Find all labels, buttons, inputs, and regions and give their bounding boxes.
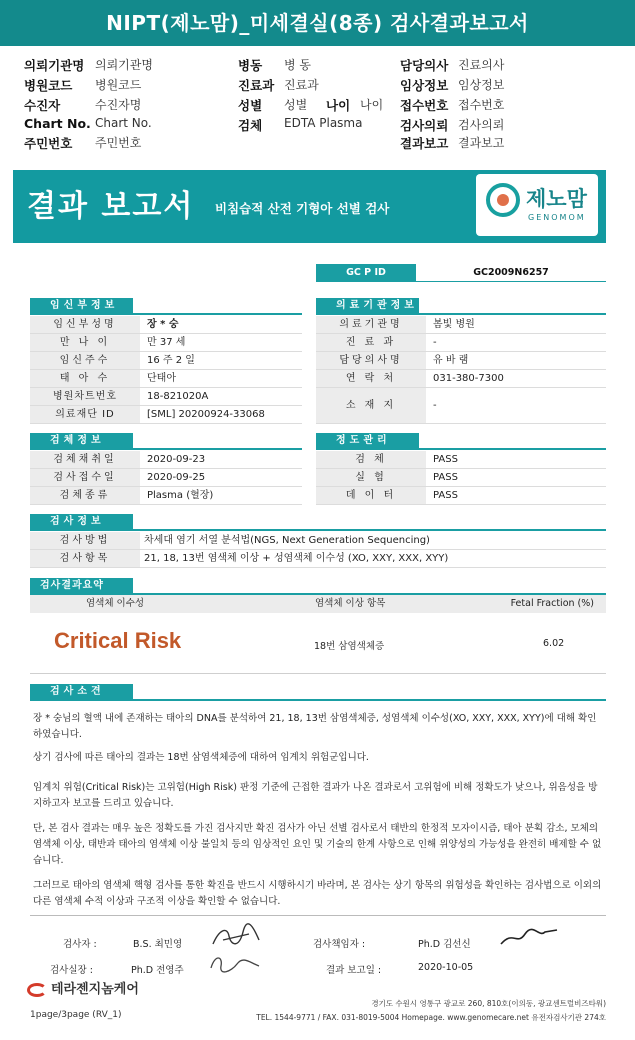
row-value: 단태아 (147, 373, 176, 384)
summary-col-label: 염색체 이상 항목 (315, 598, 386, 609)
fetal-fraction-value: 6.02 (543, 638, 565, 649)
opinion-paragraph: 그러므로 태아의 염색체 핵형 검사를 통한 확진을 반드시 시행하시기 바라며, 본 검사는 상기 항목의 위험성을 확인하는 검사법으로 이외의 다른 염색체 수적 이상과 구조적 이상을 확인할 수 없습니다. (33, 880, 602, 907)
row-label: 소 재 지 (316, 388, 426, 423)
table-row (30, 316, 302, 334)
row-label: 연 락 처 (316, 370, 426, 387)
section-divider (316, 448, 606, 450)
header-label: 접수번호 (400, 98, 449, 113)
table-row (30, 469, 302, 487)
table-row (30, 334, 302, 352)
table-row (30, 388, 302, 406)
row-label: 병원차트번호 (30, 388, 140, 405)
logo-name: 제노맘 (526, 187, 587, 211)
section-test-title: 검사정보 (30, 514, 133, 530)
abnormality-item: 18번 삼염색체증 (314, 641, 385, 652)
director-signature-icon (207, 950, 263, 976)
tester-signature-icon (209, 922, 265, 952)
header-label: 수진자 (24, 98, 61, 113)
header-label: 병동 (238, 58, 263, 73)
header-info (0, 50, 635, 150)
row-value: 16 주 2 일 (147, 355, 195, 366)
row-label: 검사접수일 (30, 469, 140, 486)
section-divider (30, 673, 606, 674)
header-value: 임상정보 (458, 78, 505, 92)
header-label: 검사의뢰 (400, 118, 449, 133)
table-row (30, 451, 302, 469)
summary-header-row (30, 595, 606, 613)
row-label: 태 아 수 (30, 370, 140, 387)
header-value: Chart No. (95, 116, 152, 130)
logo-mark-icon (486, 183, 520, 217)
report-date: 2020-10-05 (418, 962, 474, 973)
genomom-logo (476, 174, 598, 236)
row-label: 검 체 (316, 451, 426, 468)
gc-pid-value: GC2009N6257 (416, 264, 606, 282)
header-value: EDTA Plasma (284, 116, 363, 130)
row-label: 검체종류 (30, 487, 140, 504)
row-value: 18-821020A (147, 391, 209, 402)
report-date-label: 결과 보고일 : (326, 965, 382, 976)
header-value: 진료의사 (458, 58, 505, 72)
report-document (13, 170, 606, 1030)
section-divider (30, 699, 606, 701)
row-label: 임신부성명 (30, 316, 140, 333)
header-label: 담당의사 (400, 58, 449, 73)
row-value: - (433, 337, 437, 348)
section-divider (30, 448, 302, 450)
row-value: [SML] 20200924-33068 (147, 409, 265, 420)
header-value: 검사의뢰 (458, 118, 505, 132)
risk-result: Critical Risk (54, 628, 182, 653)
row-label: 만 나 이 (30, 334, 140, 351)
section-divider (30, 915, 606, 916)
table-row (30, 370, 302, 388)
opinion-paragraph: 장 * 숭님의 혈액 내에 존재하는 태아의 DNA를 분석하여 21, 18, 13번 삼염색체증, 성염색체 이수성(XO, XXY, XXX, XYY)에 대해 확인하였습니다. (33, 713, 597, 740)
header-value: 성별 (284, 98, 308, 112)
header-label: 결과보고 (400, 136, 449, 151)
header-value: 결과보고 (458, 136, 505, 150)
header-label: 나이 (326, 98, 351, 113)
row-value: 유 바 램 (433, 355, 469, 366)
row-label: 검체채취일 (30, 451, 140, 468)
section-divider (316, 313, 606, 315)
header-label: 성별 (238, 98, 263, 113)
banner-title: 결과 보고서 (27, 189, 195, 224)
table-row (30, 532, 606, 550)
company-name: 테라젠지놈케어 (51, 982, 139, 997)
row-value: 만 37 세 (147, 337, 186, 348)
section-specimen-title: 검체정보 (30, 433, 133, 449)
table-row (30, 406, 302, 424)
table-row (316, 487, 606, 505)
row-value: 2020-09-25 (147, 472, 206, 483)
header-label: 의뢰기관명 (24, 58, 85, 73)
tester-label: 검사자 : (63, 939, 97, 950)
company-logo-icon (27, 983, 47, 997)
header-value: 수진자명 (95, 98, 142, 112)
chief-name: Ph.D 김선신 (418, 939, 471, 950)
header-value: 병 동 (284, 58, 311, 72)
report-banner (13, 170, 606, 243)
logo-sub: GENOMOM (528, 213, 586, 222)
table-row (316, 388, 606, 424)
section-summary-title: 검사결과요약 (30, 578, 133, 594)
company-logo (27, 978, 139, 997)
summary-col-label: Fetal Fraction (%) (510, 598, 594, 609)
header-label: 주민번호 (24, 136, 73, 151)
row-label: 데 이 터 (316, 487, 426, 504)
table-row (30, 487, 302, 505)
header-label: Chart No. (24, 116, 91, 131)
opinion-paragraph: 단, 본 검사 결과는 매우 높은 정확도를 가진 검사지만 확진 검사가 아닌 선별 검사로서 태반의 한정적 모자이시즘, 태아 분획 감소, 모체의 염색체 이상, 태반과 태아의 염색체 이상 불일치 등의 임상적인 요인 및 기술의 한계 사항으로 인해 위양성의 가능성을 완전히 배제할 수 없습니다. (33, 823, 602, 866)
row-label: 실 험 (316, 469, 426, 486)
director-name: Ph.D 전영주 (131, 965, 184, 976)
header-label: 병원코드 (24, 78, 73, 93)
row-label: 검사방법 (30, 532, 140, 549)
table-row (316, 334, 606, 352)
header-value: 주민번호 (95, 136, 142, 150)
section-qc-title: 정도관리 (316, 433, 419, 449)
row-value: 봄빛 병원 (433, 319, 475, 330)
row-value: PASS (433, 454, 458, 465)
row-value: 21, 18, 13번 염색체 이상 + 성염색체 이수성 (XO, XXY, XXX, XYY) (144, 553, 449, 564)
row-value: Plasma (혈장) (147, 490, 214, 501)
row-label: 임신주수 (30, 352, 140, 369)
table-row (30, 352, 302, 370)
row-value: 2020-09-23 (147, 454, 206, 465)
company-contact: TEL. 1544-9771 / FAX. 031-8019-5004 Homepage. www.genomecare.net 유전자검사기관 274호 (256, 1013, 606, 1022)
section-divider (30, 529, 606, 531)
opinion-paragraph: 상기 검사에 따른 태아의 결과는 18번 삼염색체증에 대하여 임계치 위험군입니다. (33, 752, 369, 763)
row-label: 의료재단 ID (30, 406, 140, 423)
chief-signature-icon (499, 924, 559, 950)
table-row (316, 469, 606, 487)
director-label: 검사실장 : (50, 965, 93, 976)
row-value: 차세대 염기 서열 분석법(NGS, Next Generation Sequencing) (144, 535, 430, 546)
row-label: 의료기관명 (316, 316, 426, 333)
opinion-paragraph: 임계치 위험(Critical Risk)는 고위험(High Risk) 판정 기준에 근접한 결과가 나온 결과로서 고위험에 비해 정확도가 낮으나, 위음성을 방지하고자 보고를 드리고 있습니다. (33, 782, 598, 809)
row-label: 검사항목 (30, 550, 140, 567)
row-value: 장 * 숭 (147, 319, 179, 330)
company-address: 경기도 수원시 영통구 광교로 260, 810호(이의동, 광교센트럴비즈타워) (371, 999, 606, 1008)
row-value: 031-380-7300 (433, 373, 504, 384)
summary-col-label: 염색체 이수성 (86, 598, 145, 609)
banner-subtitle: 비침습적 산전 기형아 선별 검사 (215, 201, 390, 216)
page-title: NIPT(제노맘)_미세결실(8종) 검사결과보고서 (0, 0, 635, 46)
header-label: 검체 (238, 118, 263, 133)
table-row (30, 550, 606, 568)
row-label: 담당의사명 (316, 352, 426, 369)
header-value: 진료과 (284, 78, 319, 92)
section-opinion-title: 검사소견 (30, 684, 133, 700)
header-value: 접수번호 (458, 98, 505, 112)
row-label: 진 료 과 (316, 334, 426, 351)
table-row (316, 451, 606, 469)
header-value: 의뢰기관명 (95, 58, 153, 72)
header-value: 병원코드 (95, 78, 142, 92)
gc-pid-label: GC P ID (316, 264, 416, 282)
tester-name: B.S. 최민영 (133, 939, 183, 950)
header-value: 나이 (360, 98, 384, 112)
table-row (316, 352, 606, 370)
section-hospital-title: 의료기관정보 (316, 298, 419, 314)
row-value: - (433, 400, 437, 411)
row-value: PASS (433, 472, 458, 483)
gc-pid (316, 264, 606, 282)
chief-label: 검사책임자 : (313, 939, 366, 950)
row-value: PASS (433, 490, 458, 501)
section-divider (30, 313, 302, 315)
table-row (316, 316, 606, 334)
section-patient-title: 임신부정보 (30, 298, 133, 314)
table-row (316, 370, 606, 388)
header-label: 임상정보 (400, 78, 449, 93)
page-number: 1page/3page (RV_1) (30, 1010, 122, 1020)
header-label: 진료과 (238, 78, 275, 93)
